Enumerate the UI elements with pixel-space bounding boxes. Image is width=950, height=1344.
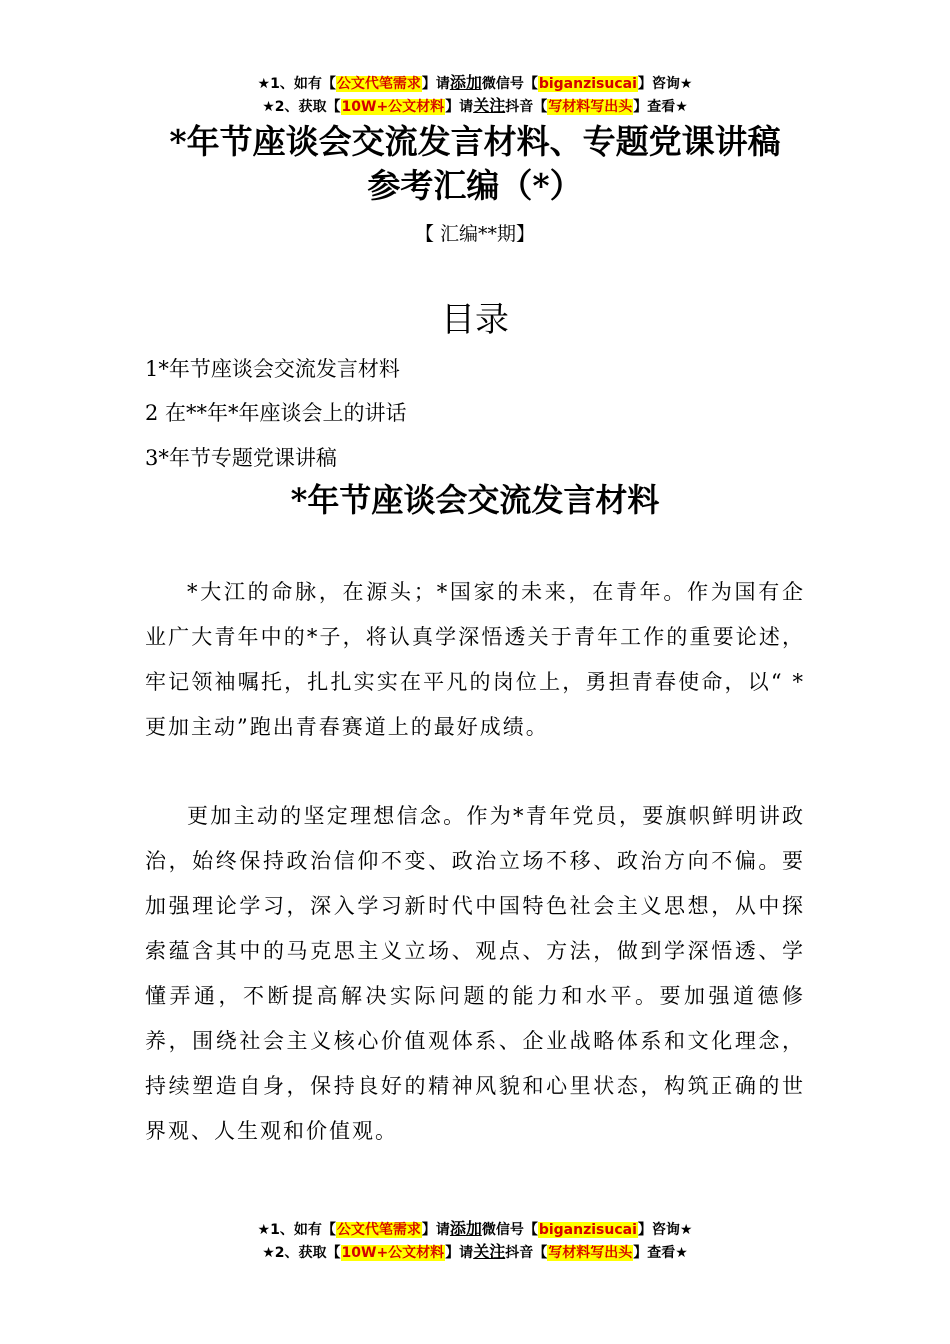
promo-text: 微信号【 bbox=[481, 1222, 538, 1238]
promo-line-2 bbox=[0, 95, 950, 118]
promo-highlight: 公文代笔需求 bbox=[336, 76, 421, 92]
promo-text: 】请 bbox=[445, 99, 474, 115]
promo-underline: 关注 bbox=[473, 96, 506, 115]
promo-highlight: 10W+公文材料 bbox=[341, 99, 445, 115]
promo-highlight: biganzisucai bbox=[538, 76, 637, 92]
promo-text: 】咨询★ bbox=[637, 1222, 693, 1238]
issue-label: 【 汇编**期】 bbox=[414, 223, 536, 245]
promo-text: 】请 bbox=[445, 1245, 474, 1261]
promo-text: ★2、获取【 bbox=[262, 99, 341, 115]
toc-item: 3*年节专题党课讲稿 bbox=[145, 446, 337, 470]
document-title-line-2: 参考汇编（*） bbox=[367, 166, 583, 205]
promo-highlight: biganzisucai bbox=[538, 1222, 637, 1238]
promo-text: ★2、获取【 bbox=[262, 1245, 341, 1261]
document-title-line-1: *年节座谈会交流发言材料、专题党课讲稿 bbox=[169, 122, 781, 161]
promo-highlight: 写材料写出头 bbox=[548, 99, 633, 115]
promo-banner-bottom bbox=[0, 1218, 950, 1264]
toc-item: 2 在**年*年座谈会上的讲话 bbox=[145, 401, 407, 425]
promo-text: 抖音【 bbox=[505, 99, 548, 115]
promo-underline: 关注 bbox=[473, 1242, 506, 1261]
promo-banner-top bbox=[0, 72, 950, 118]
promo-text: ★1、如有【 bbox=[257, 76, 336, 92]
promo-text: 微信号【 bbox=[481, 76, 538, 92]
promo-highlight: 公文代笔需求 bbox=[336, 1222, 421, 1238]
promo-text: 】请 bbox=[421, 1222, 450, 1238]
promo-line-1 bbox=[0, 72, 950, 95]
section-title: *年节座谈会交流发言材料 bbox=[290, 481, 660, 519]
body-paragraph: *大江的命脉，在源头；*国家的未来，在青年。作为国有企业广大青年中的*子，将认真学深悟透关于青年工作的重要论述，牢记领袖嘱托，扎扎实实在平凡的岗位上，勇担青春使命，以“ *更加主动”跑出青春赛道上的最好成绩。 bbox=[145, 580, 805, 739]
promo-text: 】咨询★ bbox=[637, 76, 693, 92]
promo-line-2 bbox=[0, 1241, 950, 1264]
promo-text: 】查看★ bbox=[633, 1245, 688, 1261]
promo-highlight: 10W+公文材料 bbox=[341, 1245, 445, 1261]
toc-heading: 目录 bbox=[441, 300, 509, 340]
promo-text: 】请 bbox=[421, 76, 450, 92]
toc-item: 1*年节座谈会交流发言材料 bbox=[145, 357, 400, 381]
promo-highlight: 写材料写出头 bbox=[548, 1245, 633, 1261]
promo-text: 】查看★ bbox=[633, 99, 688, 115]
promo-text: ★1、如有【 bbox=[257, 1222, 336, 1238]
body-paragraph: 更加主动的坚定理想信念。作为*青年党员，要旗帜鲜明讲政治，始终保持政治信仰不变、政治立场不移、政治方向不偏。要加强理论学习，深入学习新时代中国特色社会主义思想，从中探索蕴含其中的马克思主义立场、观点、方法，做到学深悟透、学懂弄通，不断提高解决实际问题的能力和水平。要加强道德修养，围绕社会主义核心价值观体系、企业战略体系和文化理念，持续塑造自身，保持良好的精神风貌和心里状态，构筑正确的世界观、人生观和价值观。 bbox=[145, 804, 805, 1143]
promo-underline: 添加 bbox=[449, 73, 482, 92]
promo-text: 抖音【 bbox=[505, 1245, 548, 1261]
promo-line-1 bbox=[0, 1218, 950, 1241]
promo-underline: 添加 bbox=[449, 1219, 482, 1238]
